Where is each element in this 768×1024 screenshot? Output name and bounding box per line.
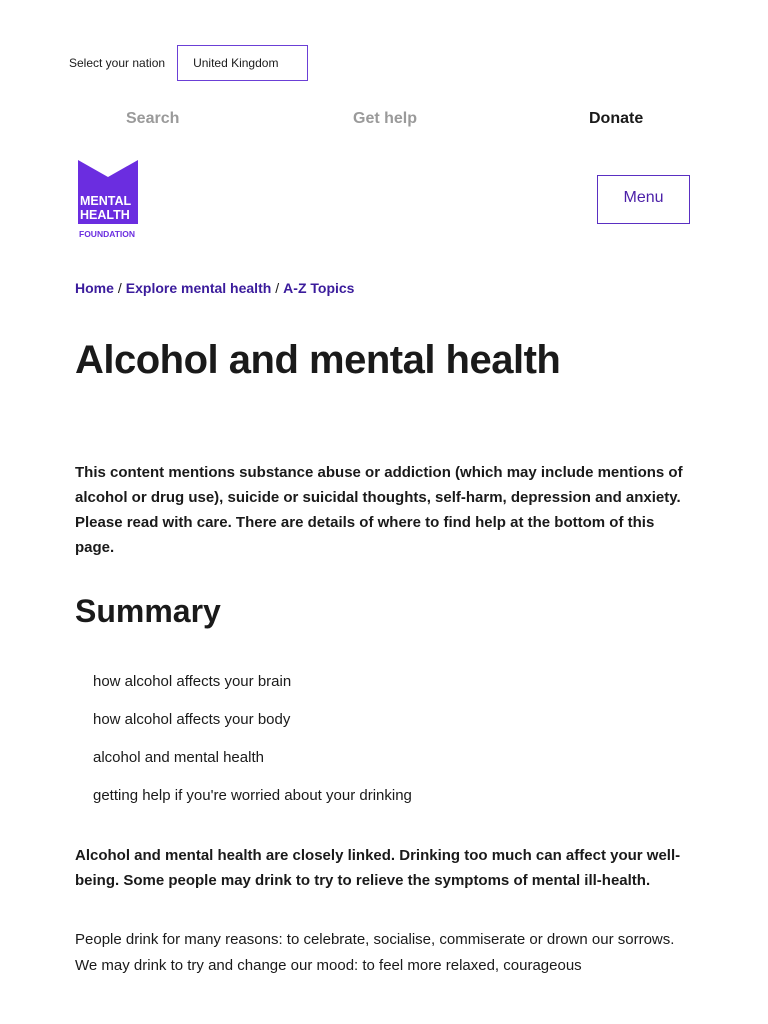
summary-item[interactable]: getting help if you're worried about your drinking <box>93 787 412 804</box>
nation-selector <box>69 45 308 81</box>
donate-link[interactable]: Donate <box>589 110 644 127</box>
breadcrumb-separator: / <box>275 280 280 296</box>
nation-select-value: United Kingdom <box>193 56 279 70</box>
logo-line-3: FOUNDATION <box>79 229 136 239</box>
get-help-link[interactable]: Get help <box>353 110 418 127</box>
breadcrumb-a-z-topics[interactable]: A-Z Topics <box>283 280 355 296</box>
summary-item[interactable]: how alcohol affects your brain <box>93 673 292 690</box>
logo-line-1: MENTAL <box>80 194 132 208</box>
breadcrumb-home[interactable]: Home <box>75 280 114 296</box>
menu-button[interactable] <box>597 175 690 224</box>
logo-line-2: HEALTH <box>80 208 130 222</box>
summary-item[interactable]: how alcohol affects your body <box>93 711 291 728</box>
mental-health-foundation-logo[interactable] <box>78 160 138 242</box>
summary-item[interactable]: alcohol and mental health <box>93 749 264 766</box>
menu-button-label: Menu <box>623 189 664 206</box>
logo-graphic <box>78 160 138 242</box>
page-title: Alcohol and mental health <box>75 338 561 382</box>
nation-selector-label: Select your nation <box>69 56 166 70</box>
utility-nav <box>0 110 768 134</box>
breadcrumb <box>75 280 354 296</box>
nation-select[interactable] <box>177 45 308 81</box>
summary-list <box>93 670 412 822</box>
search-link[interactable]: Search <box>126 110 180 127</box>
content-warning: This content mentions substance abuse or addiction (which may include mentions of alcohol or drug use), suicide or suicidal thoughts, self-harm, depression and anxiety. Please read with care. There are details of where to find help at the bottom of this page. <box>75 464 683 556</box>
summary-heading: Summary <box>75 593 221 629</box>
breadcrumb-explore-mental-health[interactable]: Explore mental health <box>125 280 272 296</box>
body-paragraph: People drink for many reasons: to celebrate, socialise, commiserate or drown our sorrows. We may drink to try and change our mood: to feel more relaxed, courageous <box>75 931 675 974</box>
lead-paragraph: Alcohol and mental health are closely linked. Drinking too much can affect your well-being. Some people may drink to try to relieve the symptoms of mental ill-health. <box>75 847 681 889</box>
breadcrumb-separator: / <box>117 280 122 296</box>
